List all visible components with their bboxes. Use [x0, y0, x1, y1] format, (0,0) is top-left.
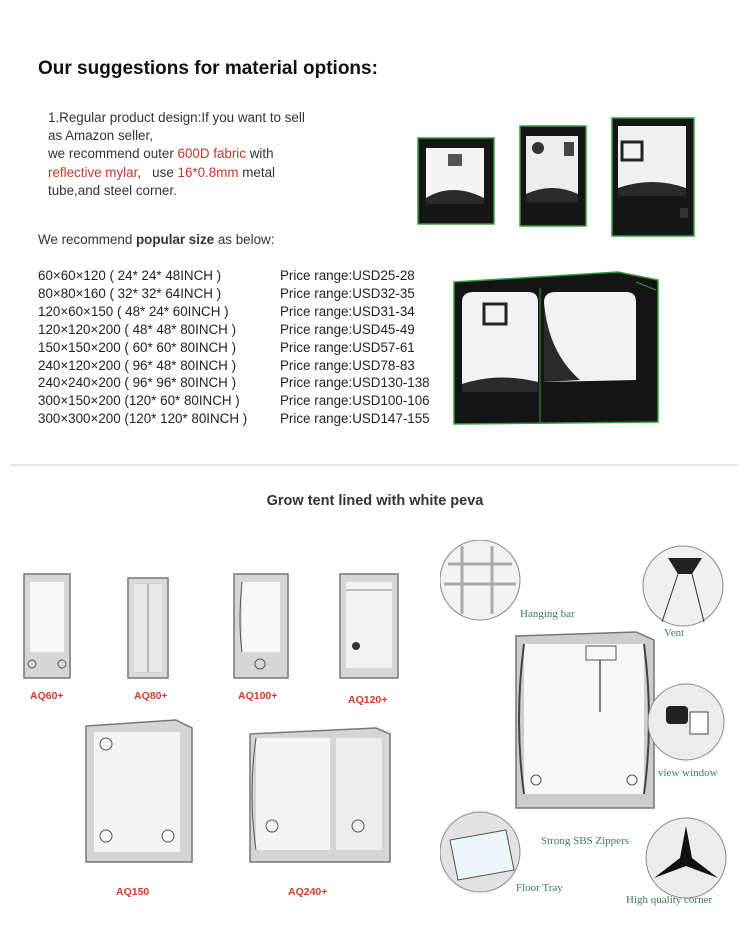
recommend-bold: popular size	[135, 232, 215, 247]
recommend-line	[38, 232, 274, 247]
black-tent-small	[418, 138, 494, 224]
corner-label: High quality corner	[626, 894, 713, 906]
corner-detail	[646, 818, 726, 898]
size-row	[38, 374, 430, 392]
tent-aq120-image	[338, 572, 400, 680]
size-row	[38, 285, 430, 303]
price-value: USD31-34	[352, 303, 415, 319]
recommend-prefix: We recommend	[38, 232, 136, 247]
size-dimension: 120×60×150 ( 48* 24* 60INCH )	[38, 303, 229, 319]
size-row	[38, 410, 430, 428]
price-label: Price range:	[280, 321, 353, 337]
white-peva-title: Grow tent lined with white peva	[266, 493, 484, 509]
model-label: AQ120+	[348, 694, 388, 706]
feature-diagram	[440, 540, 740, 940]
intro-text: we recommend outer	[48, 146, 178, 162]
price-label: Price range:	[280, 393, 353, 409]
price-label: Price range:	[280, 303, 353, 319]
intro-line-3	[48, 145, 305, 163]
tent-aq150-image	[76, 716, 194, 864]
price-label: Price range:	[280, 268, 353, 283]
size-row	[38, 321, 430, 339]
black-tent-medium	[520, 126, 586, 226]
tent-main-image	[516, 632, 654, 808]
price-label: Price range:	[280, 339, 353, 355]
size-row	[38, 392, 430, 410]
size-dimension: 300×150×200 (120* 60* 80INCH )	[38, 393, 240, 409]
zippers-label: Strong SBS Zippers	[541, 835, 630, 847]
size-dimension: 80×80×160 ( 32* 32* 64INCH )	[38, 285, 222, 301]
model-label: AQ240+	[288, 886, 328, 898]
intro-line-1: 1.Regular product design:If you want to sell	[48, 110, 305, 125]
tent-aq60-image	[22, 572, 72, 680]
black-tent-large	[612, 118, 694, 236]
floor-tray-detail	[440, 812, 520, 892]
intro-paragraph	[48, 109, 305, 200]
size-dimension: 60×60×120 ( 24* 24* 48INCH )	[38, 268, 222, 283]
section-divider	[10, 464, 738, 466]
tent-aq80-image	[126, 576, 170, 680]
tent-aq240-image	[246, 724, 392, 864]
recommend-suffix: as below:	[214, 232, 275, 247]
floor-tray-label: Floor Tray	[516, 882, 563, 894]
double-black-tent-image	[448, 262, 670, 432]
tent-aq100-image	[232, 572, 290, 680]
size-row	[38, 303, 430, 321]
intro-line-2: as Amazon seller,	[48, 128, 153, 144]
intro-text: with	[245, 146, 274, 162]
model-label: AQ80+	[134, 690, 168, 702]
tube-size-highlight: 16*0.8mm	[177, 164, 239, 180]
price-value: USD32-35	[352, 285, 415, 301]
model-label: AQ100+	[238, 690, 278, 702]
view-window-label: view window	[658, 767, 718, 779]
black-tents-image	[412, 112, 710, 247]
size-dimension: 120×120×200 ( 48* 48* 80INCH )	[38, 321, 237, 337]
section-heading: Our suggestions for material options:	[38, 58, 378, 79]
intro-text: , use	[137, 164, 178, 180]
size-price-list	[38, 267, 430, 428]
fabric-highlight: 600D fabric	[177, 146, 246, 162]
size-dimension: 240×240×200 ( 96* 96* 80INCH )	[38, 375, 237, 391]
size-row	[38, 357, 430, 375]
vent-label: Vent	[664, 627, 685, 639]
price-label: Price range:	[280, 285, 353, 301]
price-value: USD25-28	[352, 268, 415, 283]
model-label: AQ150	[116, 886, 150, 898]
mylar-highlight: reflective mylar	[48, 164, 138, 180]
hanging-bar-detail	[440, 540, 520, 620]
price-label: Price range:	[280, 411, 353, 427]
size-dimension: 240×120×200 ( 96* 48* 80INCH )	[38, 357, 237, 373]
price-label: Price range:	[280, 357, 353, 373]
model-label: AQ60+	[30, 690, 64, 702]
vent-detail	[643, 546, 723, 626]
hanging-bar-label: Hanging bar	[520, 608, 575, 620]
price-label: Price range:	[280, 375, 353, 391]
price-value: USD45-49	[352, 321, 415, 337]
size-row	[38, 267, 430, 285]
price-value: USD78-83	[352, 357, 415, 373]
price-value: USD100-106	[352, 393, 430, 409]
price-value: USD147-155	[352, 411, 430, 427]
intro-line-4	[48, 164, 305, 182]
view-window-detail	[648, 684, 724, 760]
size-dimension: 150×150×200 ( 60* 60* 80INCH )	[38, 339, 237, 355]
intro-text: metal	[238, 164, 275, 180]
size-dimension: 300×300×200 (120* 120* 80INCH )	[38, 411, 248, 427]
price-value: USD130-138	[352, 375, 430, 391]
intro-line-5: tube,and steel corner.	[48, 182, 177, 198]
size-row	[38, 339, 430, 357]
price-value: USD57-61	[352, 339, 415, 355]
